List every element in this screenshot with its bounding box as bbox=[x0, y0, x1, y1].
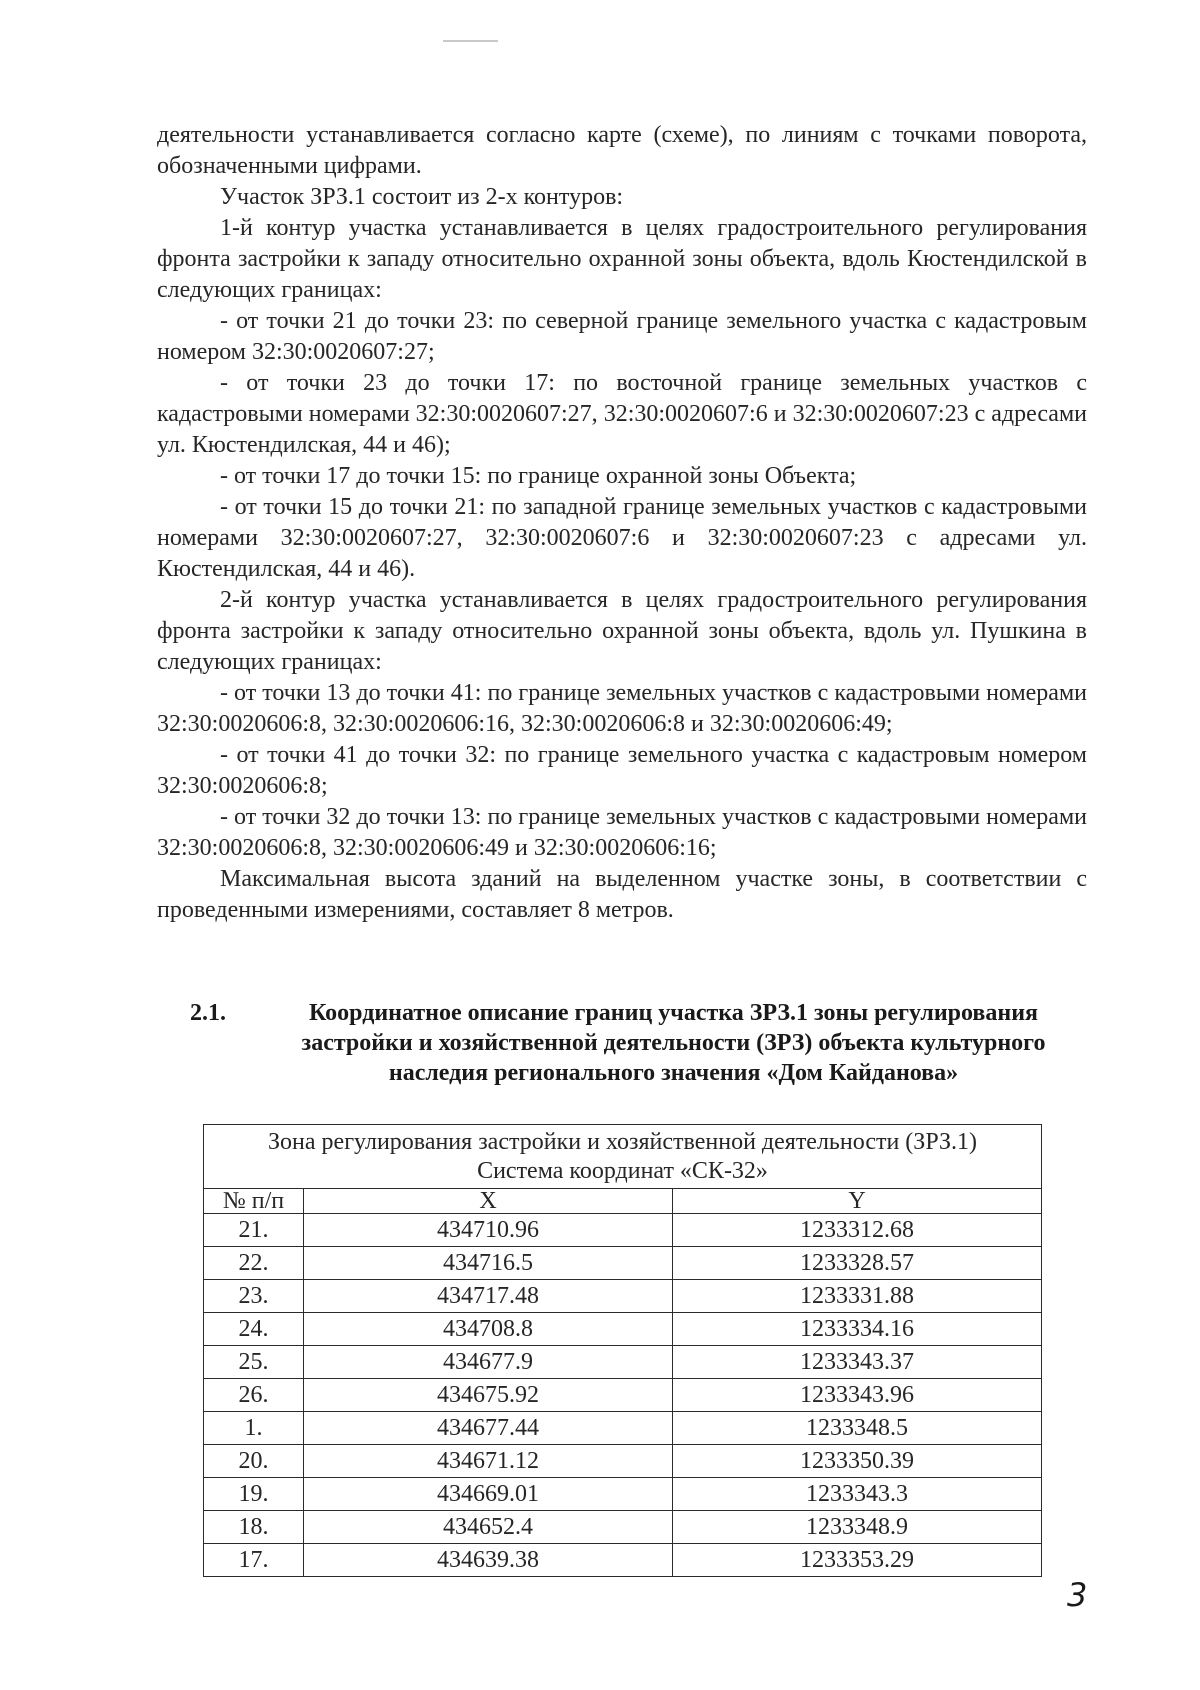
coordinate-x: 434671.12 bbox=[304, 1445, 673, 1478]
table-caption-zone: Зона регулирования застройки и хозяйственной деятельности (ЗРЗ.1) bbox=[268, 1129, 977, 1155]
point-number: 21. bbox=[204, 1214, 304, 1247]
paragraph: Участок ЗРЗ.1 состоит из 2-х контуров: bbox=[220, 184, 624, 210]
table-row bbox=[204, 1544, 1042, 1577]
table-row bbox=[204, 1346, 1042, 1379]
paragraph: - от точки 17 до точки 15: по границе охранной зоны Объекта; bbox=[220, 463, 857, 489]
table-row bbox=[204, 1412, 1042, 1445]
table-caption-system: Система координат «СК-32» bbox=[477, 1158, 768, 1184]
point-number: 18. bbox=[204, 1511, 304, 1544]
point-number: 22. bbox=[204, 1247, 304, 1280]
section-number: 2.1. bbox=[190, 1000, 226, 1026]
coordinate-y: 1233334.16 bbox=[673, 1313, 1042, 1346]
paragraph: - от точки 32 до точки 13: по границе земельных участков с кадастровыми номерами 32:30:0020606:8, 32:30:0020606:49 и 32:30:0020606:16; bbox=[157, 804, 1087, 861]
table-row bbox=[204, 1379, 1042, 1412]
point-number: 20. bbox=[204, 1445, 304, 1478]
coordinate-y: 1233331.88 bbox=[673, 1280, 1042, 1313]
point-number: 19. bbox=[204, 1478, 304, 1511]
column-header-x: X bbox=[304, 1189, 673, 1214]
coordinate-y: 1233343.96 bbox=[673, 1379, 1042, 1412]
point-number: 17. bbox=[204, 1544, 304, 1577]
table-row bbox=[204, 1478, 1042, 1511]
column-header-y: Y bbox=[673, 1189, 1042, 1214]
column-header-num: № п/п bbox=[204, 1189, 304, 1214]
coordinate-x: 434677.9 bbox=[304, 1346, 673, 1379]
coordinate-y: 1233343.37 bbox=[673, 1346, 1042, 1379]
coordinate-y: 1233328.57 bbox=[673, 1247, 1042, 1280]
coordinate-y: 1233348.5 bbox=[673, 1412, 1042, 1445]
coordinate-y: 1233353.29 bbox=[673, 1544, 1042, 1577]
coordinate-x: 434675.92 bbox=[304, 1379, 673, 1412]
paragraph: - от точки 13 до точки 41: по границе земельных участков с кадастровыми номерами 32:30:0020606:8, 32:30:0020606:16, 32:30:0020606:8 и 32:30:0020606:49; bbox=[157, 680, 1087, 737]
coordinate-y: 1233312.68 bbox=[673, 1214, 1042, 1247]
coordinate-x: 434652.4 bbox=[304, 1511, 673, 1544]
coordinate-y: 1233350.39 bbox=[673, 1445, 1042, 1478]
paragraph: - от точки 15 до точки 21: по западной границе земельных участков с кадастровыми номерами 32:30:0020607:27, 32:30:0020607:6 и 32:30:0020607:23 с адресами ул. Кюстендилская, 44 и 46). bbox=[157, 494, 1087, 582]
point-number: 25. bbox=[204, 1346, 304, 1379]
table-row bbox=[204, 1280, 1042, 1313]
table-caption bbox=[204, 1125, 1042, 1189]
table-row bbox=[204, 1511, 1042, 1544]
table-row bbox=[204, 1445, 1042, 1478]
point-number: 26. bbox=[204, 1379, 304, 1412]
coordinate-x: 434677.44 bbox=[304, 1412, 673, 1445]
coordinate-x: 434716.5 bbox=[304, 1247, 673, 1280]
paragraph: 2-й контур участка устанавливается в целях градостроительного регулирования фронта застройки к западу относительно охранной зоны объекта, вдоль ул. Пушкина в следующих границах: bbox=[157, 587, 1087, 675]
coordinate-x: 434710.96 bbox=[304, 1214, 673, 1247]
table-row bbox=[204, 1313, 1042, 1346]
table-row bbox=[204, 1214, 1042, 1247]
paragraph: - от точки 21 до точки 23: по северной границе земельного участка с кадастровым номером 32:30:0020607:27; bbox=[157, 308, 1087, 365]
coordinate-x: 434708.8 bbox=[304, 1313, 673, 1346]
coordinate-x: 434669.01 bbox=[304, 1478, 673, 1511]
page-number: 3 bbox=[1067, 1576, 1088, 1614]
coordinate-y: 1233343.3 bbox=[673, 1478, 1042, 1511]
paragraph: 1-й контур участка устанавливается в целях градостроительного регулирования фронта застройки к западу относительно охранной зоны объекта, вдоль Кюстендилской в следующих границах: bbox=[157, 215, 1087, 303]
coordinate-y: 1233348.9 bbox=[673, 1511, 1042, 1544]
body-text bbox=[157, 120, 1087, 926]
point-number: 24. bbox=[204, 1313, 304, 1346]
paragraph: - от точки 41 до точки 32: по границе земельного участка с кадастровым номером 32:30:0020606:8; bbox=[157, 742, 1087, 799]
point-number: 1. bbox=[204, 1412, 304, 1445]
table-row bbox=[204, 1247, 1042, 1280]
paragraph: Максимальная высота зданий на выделенном участке зоны, в соответствии с проведенными измерениями, составляет 8 метров. bbox=[157, 866, 1087, 923]
section-title: Координатное описание границ участка ЗРЗ.1 зоны регулирования застройки и хозяйственной деятельности (ЗРЗ) объекта культурного наследия регионального значения «Дом Кайданова» bbox=[301, 1000, 1046, 1086]
coordinate-x: 434639.38 bbox=[304, 1544, 673, 1577]
point-number: 23. bbox=[204, 1280, 304, 1313]
paragraph: деятельности устанавливается согласно карте (схеме), по линиям с точками поворота, обозначенными цифрами. bbox=[157, 122, 1087, 179]
coordinate-x: 434717.48 bbox=[304, 1280, 673, 1313]
coordinates-table bbox=[203, 1124, 1042, 1577]
paragraph: - от точки 23 до точки 17: по восточной границе земельных участков с кадастровыми номерами 32:30:0020607:27, 32:30:0020607:6 и 32:30:0020607:23 с адресами ул. Кюстендилская, 44 и 46); bbox=[157, 370, 1087, 458]
scan-mark bbox=[443, 40, 498, 42]
